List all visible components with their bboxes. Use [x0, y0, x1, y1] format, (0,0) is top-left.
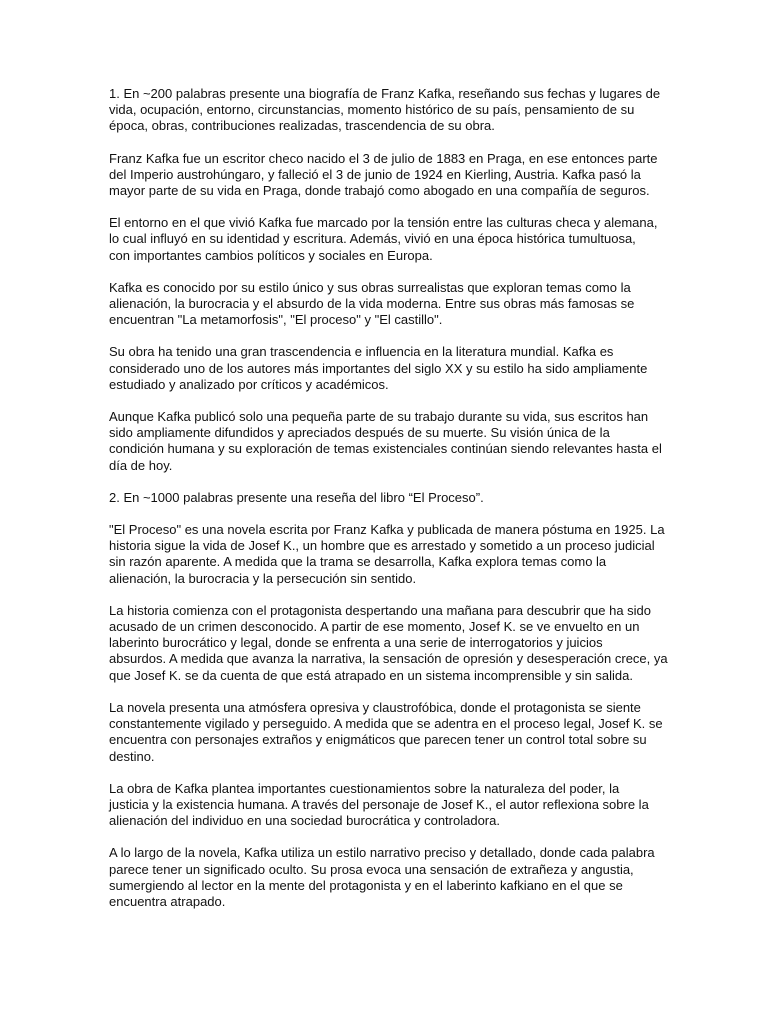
paragraph-themes: La obra de Kafka plantea importantes cuestionamientos sobre la naturaleza del poder, la justicia y la existencia humana. A través del personaje de Josef K., el autor reflexiona sobre la alienación del individuo en una sociedad burocrática y controladora.: [109, 780, 649, 829]
paragraph-environment: El entorno en el que vivió Kafka fue marcado por la tensión entre las culturas checa y alemana, lo cual influyó en su identidad y escritura. Además, vivió en una época histórica tumultuosa, con importantes cambios políticos y sociales en Europa.: [109, 215, 658, 263]
paragraph-influence: Su obra ha tenido una gran trascendencia e influencia en la literatura mundial. Kafka es considerado uno de los autores más importantes del siglo XX y su estilo ha sido ampliamente estudiado y analizado por críticos y académicos.: [109, 344, 648, 392]
paragraph-story-start: La historia comienza con el protagonista despertando una mañana para descubrir que ha sido acusado de un crimen desconocido. A partir de ese momento, Josef K. se ve envuelto en un laberinto burocrático y legal, donde se enfrenta a una serie de interrogatorios y juicios absurdos. A medida que avanza la narrativa, la sensación de opresión y desesperación crece, ya que Josef K. se da cuenta de que está atrapado en un sistema incomprensible y sin salida.: [109, 602, 668, 683]
paragraph-narrative-style: A lo largo de la novela, Kafka utiliza un estilo narrativo preciso y detallado, donde cada palabra parece tener un significado oculto. Su prosa evoca una sensación de extrañeza y angustia, sumergiendo al lector en la mente del protagonista y en el laberinto kafkiano en el que se encuentra atrapado.: [109, 845, 655, 909]
paragraph-atmosphere: La novela presenta una atmósfera opresiva y claustrofóbica, donde el protagonista se siente constantemente vigilado y perseguido. A medida que se adentra en el proceso legal, Josef K. se encuentra con personajes extraños y enigmáticos que parecen tener un control total sobre su destino.: [109, 699, 663, 764]
paragraph-legacy: Aunque Kafka publicó solo una pequeña parte de su trabajo durante su vida, sus escritos han sido ampliamente difundidos y apreciados después de su muerte. Su visión única de la condición humana y su exploración de temas existenciales continúan siendo relevantes hasta el día de hoy.: [109, 409, 662, 473]
paragraph-style: Kafka es conocido por su estilo único y sus obras surrealistas que exploran temas como la alienación, la burocracia y el absurdo de la vida moderna. Entre sus obras más famosas se encuentran "La metamorfosis", "El proceso" y "El castillo".: [109, 279, 635, 328]
paragraph-biography: Franz Kafka fue un escritor checo nacido el 3 de julio de 1883 en Praga, en ese entonces parte del Imperio austrohúngaro, y falleció el 3 de junio de 1924 en Kierling, Austria. Kafka pasó la mayor parte de su vida en Praga, donde trabajó como abogado en una compañía de seguros.: [109, 150, 658, 199]
paragraph-novel-intro: "El Proceso" es una novela escrita por Franz Kafka y publicada de manera póstuma en 1925. La historia sigue la vida de Josef K., un hombre que es arrestado y sometido a un proceso judicial sin razón aparente. A medida que la trama se desarrolla, Kafka explora temas como la alienación, la burocracia y la persecución sin sentido.: [109, 522, 665, 586]
question-1: 1. En ~200 palabras presente una biografía de Franz Kafka, reseñando sus fechas y lugares de vida, ocupación, entorno, circunstancias, momento histórico de su país, pensamiento de su época, obras, contribuciones realizadas, trascendencia de su obra.: [109, 86, 661, 134]
question-2: 2. En ~1000 palabras presente una reseña del libro “El Proceso”.: [109, 489, 484, 505]
